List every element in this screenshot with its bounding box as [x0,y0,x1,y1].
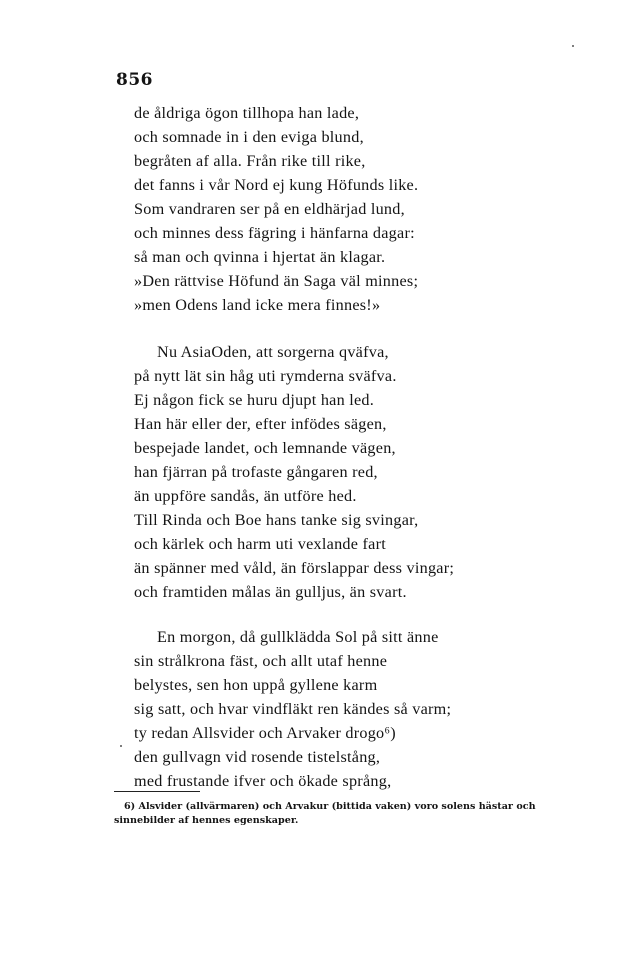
verse-line: bespejade landet, och lemnande vägen, [134,439,396,457]
verse-line: En morgon, då gullklädda Sol på sitt änne [157,628,439,646]
verse-line: och framtiden målas än gulljus, än svart. [134,583,407,601]
footnote: 6) Alsvider (allvärmaren) och Arvakur (bittida vaken) voro solens hästar och sinnebilder af hennes egenskaper. [114,801,536,826]
verse-line: Nu AsiaOden, att sorgerna qväfva, [157,343,389,361]
verse-line: belystes, sen hon uppå gyllene karm [134,676,378,694]
verse-line: ty redan Allsvider och Arvaker drogo⁶) [134,724,396,742]
verse-line: de åldriga ögon tillhopa han lade, [134,104,360,122]
verse-line: och somnade in i den eviga blund, [134,128,364,146]
verse-line: »Den rättvise Höfund än Saga väl minnes; [134,272,419,290]
print-speck [120,745,122,747]
verse-line: sig satt, och hvar vindfläkt ren kändes så varm; [134,700,452,718]
verse-line: Som vandraren ser på en eldhärjad lund, [134,200,405,218]
verse-line: så man och qvinna i hjertat än klagar. [134,248,386,266]
print-speck [572,45,574,47]
verse-line: den gullvagn vid rosende tistelstång, [134,748,381,766]
verse-line: det fanns i vår Nord ej kung Höfunds like. [134,176,419,194]
verse-line: Han här eller der, efter infödes sägen, [134,415,387,433]
verse-line: »men Odens land icke mera finnes!» [134,296,381,314]
verse-line: och kärlek och harm uti vexlande fart [134,535,386,553]
verse-line: på nytt lät sin håg uti rymderna sväfva. [134,367,397,385]
verse-line: än uppföre sandås, än utföre hed. [134,487,357,505]
verse-line: Till Rinda och Boe hans tanke sig svingar, [134,511,419,529]
verse-line: än spänner med våld, än förslappar dess vingar; [134,559,455,577]
footnote-divider [114,791,200,792]
verse-line: med frustande ifver och ökade språng, [134,772,392,790]
verse-line: begråten af alla. Från rike till rike, [134,152,366,170]
verse-line: sin strålkrona fäst, och allt utaf henne [134,652,388,670]
verse-line: Ej någon fick se huru djupt han led. [134,391,375,409]
verse-line: och minnes dess fägring i hänfarna dagar: [134,224,415,242]
page-number: 856 [116,70,153,90]
verse-line: han fjärran på trofaste gångaren red, [134,463,378,481]
